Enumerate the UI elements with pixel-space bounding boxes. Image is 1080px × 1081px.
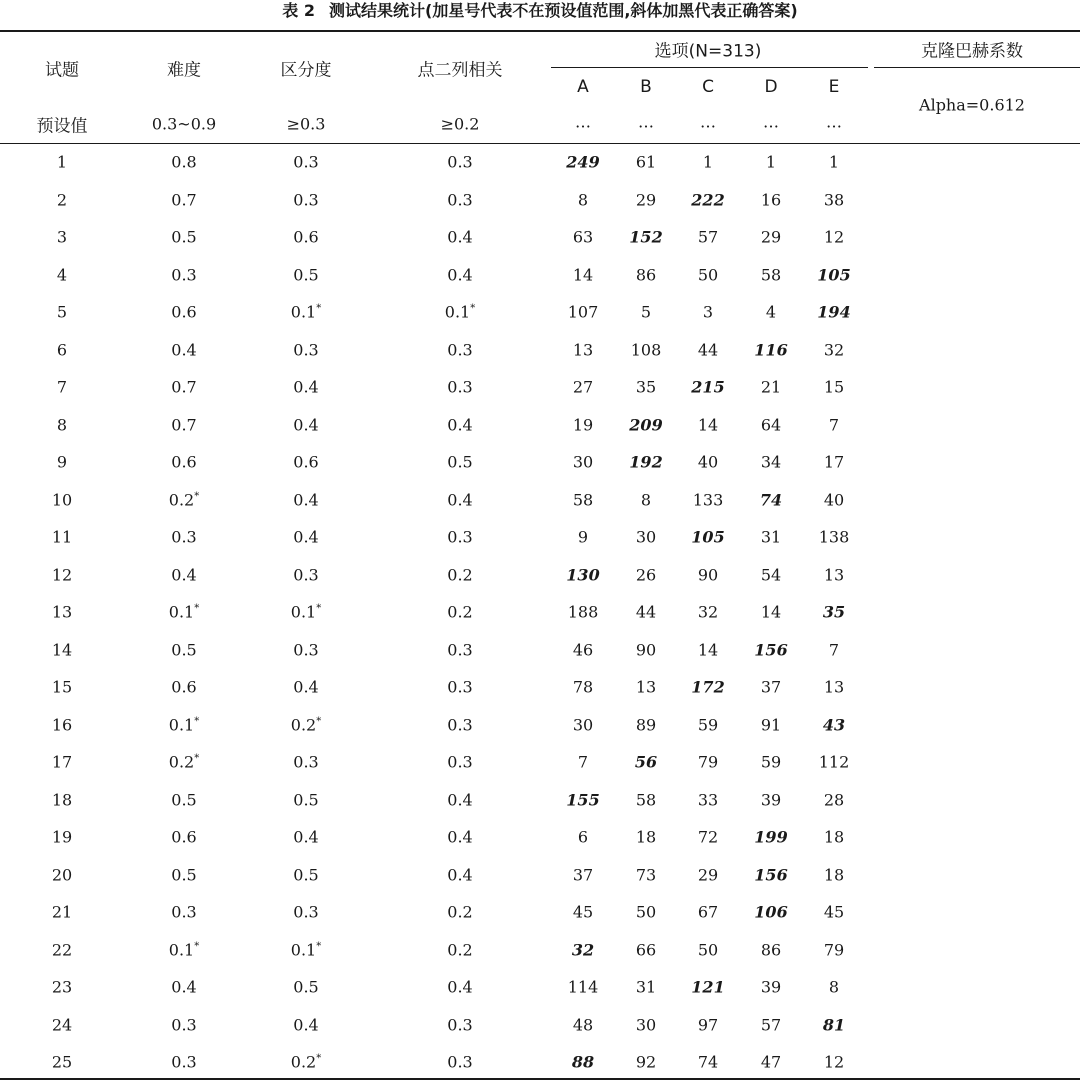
option-a-count: 6 (577, 827, 589, 847)
point-biserial-value: 0.3 (447, 1052, 473, 1072)
option-c-count: 121 (691, 977, 725, 997)
discrimination-value: 0.4 (293, 677, 319, 697)
option-a-count: 7 (577, 752, 589, 772)
option-d-count: 59 (760, 752, 782, 772)
option-b-count: 5 (640, 302, 652, 322)
discrimination-value: 0.4 (293, 490, 319, 509)
option-e-count: 18 (823, 865, 845, 884)
option-e-count: 40 (823, 490, 845, 509)
option-e-count: 7 (828, 415, 840, 434)
item-number: 14 (51, 640, 73, 659)
option-e-count: 17 (823, 452, 845, 472)
option-e-count: 13 (823, 677, 845, 697)
option-e-count: 194 (817, 302, 851, 322)
header-point-biserial: 点二列相关 (417, 60, 503, 81)
option-d-count: 91 (760, 715, 782, 734)
table-title: 测试结果统计(加星号代表不在预设值范围,斜体加黑代表正确答案) (329, 1, 798, 20)
option-c-count: 14 (697, 640, 719, 659)
difficulty-value: 0.6 (171, 452, 197, 472)
option-c-count: 72 (697, 827, 719, 847)
point-biserial-value: 0.3 (447, 152, 473, 172)
option-d-count: 1 (765, 152, 777, 172)
option-c-count: 40 (697, 452, 719, 472)
option-d-count: 16 (760, 190, 782, 209)
option-a-count: 45 (572, 902, 594, 922)
item-number: 22 (51, 940, 73, 959)
discrimination-value: 0.3 (293, 152, 319, 172)
option-a-count: 188 (567, 602, 599, 622)
option-e-count: 12 (823, 1052, 845, 1072)
option-d-count: 39 (760, 790, 782, 809)
option-b-count: 13 (635, 677, 657, 697)
discrimination-value: 0.1* (290, 302, 322, 322)
discrimination-value: 0.2* (290, 715, 322, 734)
option-d-count: 31 (760, 527, 782, 547)
option-d-count: 14 (760, 602, 782, 622)
option-d-count: 106 (754, 902, 788, 922)
option-c-count: 32 (697, 602, 719, 622)
header-options-group: 选项(N=313) (654, 41, 762, 62)
option-a-count: 13 (572, 340, 594, 359)
discrimination-value: 0.1* (290, 602, 322, 622)
option-e-count: 7 (828, 640, 840, 659)
option-b-count: 92 (635, 1052, 657, 1072)
header-difficulty: 难度 (167, 60, 201, 81)
option-b-count: 50 (635, 902, 657, 922)
discrimination-value: 0.5 (293, 865, 319, 884)
discrimination-value: 0.4 (293, 827, 319, 847)
option-a-count: 88 (571, 1052, 595, 1072)
point-biserial-value: 0.3 (447, 340, 473, 359)
header-rule (0, 143, 1080, 144)
point-biserial-value: 0.3 (447, 677, 473, 697)
option-e-count: 45 (823, 902, 845, 922)
item-number: 17 (51, 752, 73, 772)
option-c-count: 1 (702, 152, 714, 172)
option-b-count: 61 (635, 152, 657, 172)
option-a-count: 58 (572, 490, 594, 509)
point-biserial-value: 0.3 (447, 377, 473, 397)
discrimination-value: 0.4 (293, 415, 319, 434)
option-c-count: 50 (697, 265, 719, 284)
difficulty-value: 0.4 (171, 340, 197, 359)
table-label: 表 2 (282, 1, 315, 20)
difficulty-value: 0.3 (171, 265, 197, 284)
option-e-count: 28 (823, 790, 845, 809)
option-b-count: 31 (635, 977, 657, 997)
discrimination-value: 0.2* (290, 1052, 322, 1072)
discrimination-value: 0.3 (293, 190, 319, 209)
option-a-count: 27 (572, 377, 594, 397)
discrimination-value: 0.5 (293, 790, 319, 809)
option-b-count: 29 (635, 190, 657, 209)
header-option-e: E (828, 77, 840, 97)
header-option-a: A (577, 77, 589, 97)
difficulty-value: 0.7 (171, 190, 197, 209)
point-biserial-value: 0.4 (447, 977, 473, 997)
difficulty-value: 0.5 (171, 640, 197, 659)
option-e-count: 15 (823, 377, 845, 397)
option-e-count: 79 (823, 940, 845, 959)
option-c-count: 33 (697, 790, 719, 809)
point-biserial-value: 0.3 (447, 527, 473, 547)
item-number: 7 (56, 377, 68, 397)
option-c-count: 3 (702, 302, 714, 322)
cronbach-underline (874, 67, 1080, 68)
option-a-count: 78 (572, 677, 594, 697)
option-d-count: 21 (760, 377, 782, 397)
option-d-count: 34 (760, 452, 782, 472)
option-a-count: 30 (572, 715, 594, 734)
option-d-count: 156 (754, 640, 788, 659)
option-c-count: 44 (697, 340, 719, 359)
option-a-count: 48 (572, 1015, 594, 1034)
option-b-count: 192 (629, 452, 663, 472)
option-e-count: 18 (823, 827, 845, 847)
option-b-count: 18 (635, 827, 657, 847)
option-e-count: 105 (817, 265, 851, 284)
item-number: 4 (56, 265, 68, 284)
option-a-count: 130 (566, 565, 600, 584)
option-b-count: 86 (635, 265, 657, 284)
header-discrimination: 区分度 (280, 60, 332, 81)
option-d-count: 199 (754, 827, 788, 847)
preset-option-d: … (763, 112, 779, 132)
option-c-count: 50 (697, 940, 719, 959)
option-b-count: 44 (635, 602, 657, 622)
preset-option-a: … (575, 112, 591, 132)
option-e-count: 1 (828, 152, 840, 172)
option-a-count: 30 (572, 452, 594, 472)
item-number: 18 (51, 790, 73, 809)
option-d-count: 47 (760, 1052, 782, 1072)
item-number: 3 (56, 227, 68, 247)
item-number: 13 (51, 602, 73, 622)
option-e-count: 112 (818, 752, 850, 772)
point-biserial-value: 0.2 (447, 602, 473, 622)
header-option-b: B (640, 77, 652, 97)
point-biserial-value: 0.5 (447, 452, 473, 472)
item-number: 8 (56, 415, 68, 434)
option-b-count: 58 (635, 790, 657, 809)
option-b-count: 8 (640, 490, 652, 509)
discrimination-value: 0.5 (293, 265, 319, 284)
difficulty-value: 0.2* (168, 490, 200, 509)
difficulty-value: 0.3 (171, 527, 197, 547)
option-e-count: 38 (823, 190, 845, 209)
discrimination-value: 0.1* (290, 940, 322, 959)
discrimination-value: 0.4 (293, 527, 319, 547)
difficulty-value: 0.5 (171, 790, 197, 809)
option-d-count: 58 (760, 265, 782, 284)
preset-point-biserial: ≥0.2 (440, 114, 480, 134)
option-c-count: 222 (691, 190, 725, 209)
bottom-rule (0, 1078, 1080, 1080)
difficulty-value: 0.7 (171, 415, 197, 434)
point-biserial-value: 0.2 (447, 902, 473, 922)
option-e-count: 12 (823, 227, 845, 247)
point-biserial-value: 0.3 (447, 715, 473, 734)
point-biserial-value: 0.3 (447, 1015, 473, 1034)
difficulty-value: 0.3 (171, 1015, 197, 1034)
difficulty-value: 0.2* (168, 752, 200, 772)
option-a-count: 155 (566, 790, 600, 809)
option-d-count: 86 (760, 940, 782, 959)
header-option-d: D (764, 77, 778, 97)
discrimination-value: 0.3 (293, 565, 319, 584)
option-d-count: 29 (760, 227, 782, 247)
item-number: 16 (51, 715, 73, 734)
option-c-count: 133 (692, 490, 724, 509)
item-number: 10 (51, 490, 73, 509)
difficulty-value: 0.6 (171, 827, 197, 847)
option-c-count: 59 (697, 715, 719, 734)
options-underline (551, 67, 868, 68)
discrimination-value: 0.4 (293, 377, 319, 397)
item-number: 1 (56, 152, 68, 172)
point-biserial-value: 0.2 (447, 565, 473, 584)
option-a-count: 14 (572, 265, 594, 284)
item-number: 15 (51, 677, 73, 697)
option-e-count: 13 (823, 565, 845, 584)
option-b-count: 26 (635, 565, 657, 584)
difficulty-value: 0.4 (171, 977, 197, 997)
difficulty-value: 0.6 (171, 302, 197, 322)
item-number: 11 (51, 527, 73, 547)
difficulty-value: 0.5 (171, 865, 197, 884)
point-biserial-value: 0.4 (447, 490, 473, 509)
table-caption (0, 0, 1080, 22)
preset-option-b: … (638, 112, 654, 132)
option-d-count: 156 (754, 865, 788, 884)
option-a-count: 9 (577, 527, 589, 547)
item-number: 21 (51, 902, 73, 922)
option-e-count: 35 (822, 602, 846, 622)
option-e-count: 43 (822, 715, 846, 734)
difficulty-value: 0.8 (171, 152, 197, 172)
option-b-count: 35 (635, 377, 657, 397)
discrimination-value: 0.3 (293, 752, 319, 772)
preset-option-e: … (826, 112, 842, 132)
item-number: 6 (56, 340, 68, 359)
difficulty-value: 0.6 (171, 677, 197, 697)
item-number: 9 (56, 452, 68, 472)
item-number: 2 (56, 190, 68, 209)
option-b-count: 73 (635, 865, 657, 884)
item-number: 12 (51, 565, 73, 584)
option-c-count: 29 (697, 865, 719, 884)
difficulty-value: 0.5 (171, 227, 197, 247)
option-c-count: 215 (691, 377, 725, 397)
option-c-count: 14 (697, 415, 719, 434)
discrimination-value: 0.6 (293, 227, 319, 247)
point-biserial-value: 0.4 (447, 265, 473, 284)
point-biserial-value: 0.4 (447, 865, 473, 884)
option-b-count: 152 (629, 227, 663, 247)
option-e-count: 81 (822, 1015, 846, 1034)
difficulty-value: 0.3 (171, 1052, 197, 1072)
option-a-count: 114 (567, 977, 599, 997)
option-d-count: 39 (760, 977, 782, 997)
difficulty-value: 0.4 (171, 565, 197, 584)
discrimination-value: 0.3 (293, 640, 319, 659)
point-biserial-value: 0.4 (447, 415, 473, 434)
item-number: 25 (51, 1052, 73, 1072)
difficulty-value: 0.7 (171, 377, 197, 397)
option-b-count: 30 (635, 1015, 657, 1034)
discrimination-value: 0.4 (293, 1015, 319, 1034)
option-d-count: 37 (760, 677, 782, 697)
item-number: 23 (51, 977, 73, 997)
item-number: 19 (51, 827, 73, 847)
option-a-count: 32 (571, 940, 595, 959)
option-a-count: 249 (566, 152, 600, 172)
discrimination-value: 0.5 (293, 977, 319, 997)
preset-label: 预设值 (36, 116, 88, 137)
option-d-count: 4 (765, 302, 777, 322)
option-b-count: 56 (634, 752, 658, 772)
item-number: 24 (51, 1015, 73, 1034)
point-biserial-value: 0.3 (447, 640, 473, 659)
point-biserial-value: 0.4 (447, 827, 473, 847)
option-c-count: 90 (697, 565, 719, 584)
discrimination-value: 0.3 (293, 340, 319, 359)
option-a-count: 8 (577, 190, 589, 209)
option-d-count: 64 (760, 415, 782, 434)
option-b-count: 209 (629, 415, 663, 434)
point-biserial-value: 0.1* (444, 302, 476, 322)
preset-discrimination: ≥0.3 (286, 114, 326, 134)
header-item: 试题 (45, 60, 79, 81)
option-c-count: 57 (697, 227, 719, 247)
difficulty-value: 0.1* (168, 715, 200, 734)
point-biserial-value: 0.2 (447, 940, 473, 959)
cronbach-alpha: Alpha=0.612 (919, 95, 1025, 115)
point-biserial-value: 0.3 (447, 752, 473, 772)
discrimination-value: 0.6 (293, 452, 319, 472)
option-c-count: 74 (697, 1052, 719, 1072)
option-c-count: 97 (697, 1015, 719, 1034)
option-e-count: 138 (818, 527, 850, 547)
top-rule (0, 30, 1080, 32)
difficulty-value: 0.3 (171, 902, 197, 922)
option-e-count: 8 (828, 977, 840, 997)
option-e-count: 32 (823, 340, 845, 359)
option-a-count: 63 (572, 227, 594, 247)
header-option-c: C (702, 77, 714, 97)
option-d-count: 116 (754, 340, 788, 359)
option-d-count: 57 (760, 1015, 782, 1034)
option-d-count: 74 (759, 490, 783, 509)
item-number: 20 (51, 865, 73, 884)
preset-option-c: … (700, 112, 716, 132)
option-c-count: 172 (691, 677, 725, 697)
preset-difficulty: 0.3~0.9 (151, 114, 217, 134)
discrimination-value: 0.3 (293, 902, 319, 922)
option-a-count: 46 (572, 640, 594, 659)
option-a-count: 37 (572, 865, 594, 884)
option-a-count: 107 (567, 302, 599, 322)
item-number: 5 (56, 302, 68, 322)
option-c-count: 67 (697, 902, 719, 922)
option-b-count: 89 (635, 715, 657, 734)
option-b-count: 66 (635, 940, 657, 959)
option-b-count: 30 (635, 527, 657, 547)
difficulty-value: 0.1* (168, 940, 200, 959)
option-b-count: 108 (630, 340, 662, 359)
point-biserial-value: 0.3 (447, 190, 473, 209)
difficulty-value: 0.1* (168, 602, 200, 622)
option-b-count: 90 (635, 640, 657, 659)
point-biserial-value: 0.4 (447, 227, 473, 247)
point-biserial-value: 0.4 (447, 790, 473, 809)
option-d-count: 54 (760, 565, 782, 584)
option-a-count: 19 (572, 415, 594, 434)
header-cronbach: 克隆巴赫系数 (921, 41, 1023, 62)
option-c-count: 105 (691, 527, 725, 547)
option-c-count: 79 (697, 752, 719, 772)
